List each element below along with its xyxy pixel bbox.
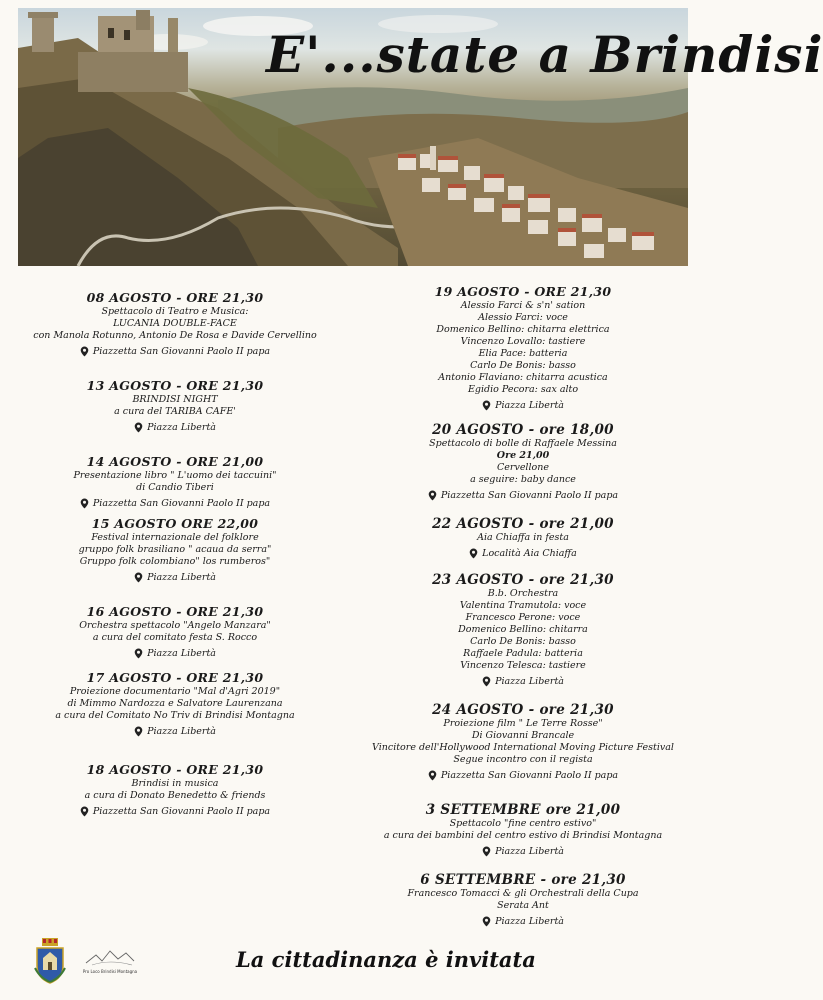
event-line: a cura del comitato festa S. Rocco <box>92 632 258 643</box>
venue-label: Località Aia Chiaffa <box>482 548 577 559</box>
event-title: 24 AGOSTO - ore 21,30 <box>432 702 614 718</box>
venue-label: Piazza Libertà <box>495 400 564 411</box>
event-19-agosto <box>348 284 698 415</box>
event-20-agosto <box>348 422 698 505</box>
event-line: a cura di Donato Benedetto & friends <box>84 790 266 801</box>
location-pin-icon <box>482 846 491 857</box>
event-line: Presentazione libro " L'uomo dei taccuini" <box>73 470 277 481</box>
event-line: Vincitore dell'Hollywood International Moving Picture Festival <box>372 742 674 753</box>
event-venue <box>428 769 618 782</box>
event-venue <box>482 915 564 928</box>
event-13-agosto <box>10 378 340 437</box>
venue-label: Piazzetta San Giovanni Paolo II papa <box>440 490 619 501</box>
event-line: Vincenzo Lovallo: tastiere <box>460 336 586 347</box>
invitation-text: La cittadinanza è invitata <box>236 947 536 972</box>
event-line: Spettacolo di Teatro e Musica: <box>101 306 249 317</box>
event-3-settembre <box>348 802 698 861</box>
venue-label: Piazzetta San Giovanni Paolo II papa <box>92 806 271 817</box>
location-pin-icon <box>428 770 437 781</box>
event-line: a seguire: baby dance <box>470 474 576 485</box>
event-line: Domenico Bellino: chitarra elettrica <box>436 324 610 335</box>
event-venue <box>428 489 618 502</box>
location-pin-icon <box>482 400 491 411</box>
event-line: gruppo folk brasiliano " acaua da serra" <box>78 544 272 555</box>
event-23-agosto <box>348 572 698 691</box>
event-title: 22 AGOSTO - ore 21,00 <box>432 516 614 532</box>
event-line: B.b. Orchestra <box>487 588 559 599</box>
location-pin-icon <box>80 346 89 357</box>
signature-scribble-icon <box>82 947 138 969</box>
location-pin-icon <box>134 422 143 433</box>
venue-label: Piazza Libertà <box>147 726 216 737</box>
event-line: Raffaele Padula: batteria <box>463 648 583 659</box>
event-line: Orchestra spettacolo "Angelo Manzara" <box>79 620 271 631</box>
venue-label: Piazza Libertà <box>147 648 216 659</box>
event-line: Egidio Pecora: sax alto <box>467 384 579 395</box>
event-title: 08 AGOSTO - ORE 21,30 <box>86 290 264 305</box>
event-line: Segue incontro con il regista <box>453 754 593 765</box>
location-pin-icon <box>134 726 143 737</box>
event-line: Francesco Perone: voce <box>465 612 581 623</box>
event-line: a cura del Comitato No Triv di Brindisi Montagna <box>55 710 295 721</box>
event-title: 23 AGOSTO - ore 21,30 <box>432 572 614 588</box>
event-6-settembre <box>348 872 698 931</box>
event-line: a cura dei bambini del centro estivo di Brindisi Montagna <box>383 830 663 841</box>
event-line: Gruppo folk colombiano" los rumberos" <box>79 556 271 567</box>
event-line: Serata Ant <box>497 900 549 911</box>
event-22-agosto <box>348 516 698 563</box>
venue-label: Piazza Libertà <box>147 572 216 583</box>
event-title: 15 AGOSTO ORE 22,00 <box>91 516 259 531</box>
location-pin-icon <box>134 648 143 659</box>
event-15-agosto <box>10 516 340 587</box>
event-venue <box>134 421 216 434</box>
event-title: 3 SETTEMBRE ore 21,00 <box>425 802 621 818</box>
event-line: Elia Pace: batteria <box>478 348 568 359</box>
event-venue <box>134 647 216 660</box>
event-line: Spettacolo "fine centro estivo" <box>449 818 597 829</box>
event-venue <box>469 547 577 560</box>
location-pin-icon <box>80 806 89 817</box>
event-line: Spettacolo di bolle di Raffaele Messina <box>429 438 617 449</box>
event-line: di Candio Tiberi <box>136 482 214 493</box>
venue-label: Piazzetta San Giovanni Paolo II papa <box>92 346 271 357</box>
event-17-agosto <box>10 670 340 741</box>
event-18-agosto <box>10 762 340 821</box>
event-line: Proiezione documentario "Mal d'Agri 2019" <box>69 686 281 697</box>
event-venue <box>80 805 270 818</box>
location-pin-icon <box>482 676 491 687</box>
event-08-agosto <box>10 290 340 361</box>
event-line: Antonio Flaviano: chitarra acustica <box>438 372 608 383</box>
event-venue <box>482 675 564 688</box>
pro-loco-signature <box>82 947 138 979</box>
location-pin-icon <box>482 916 491 927</box>
event-title: 20 AGOSTO - ore 18,00 <box>432 422 614 438</box>
event-venue <box>80 345 270 358</box>
event-line: Alessio Farci: voce <box>478 312 568 323</box>
event-line: Alessio Farci & s'n' sation <box>460 300 586 311</box>
event-venue <box>482 399 564 412</box>
event-line: a cura del TARIBA CAFE' <box>114 406 236 417</box>
venue-label: Piazzetta San Giovanni Paolo II papa <box>440 770 619 781</box>
signature-caption: Pro Loco Brindisi Montagna <box>82 969 138 974</box>
event-title: 16 AGOSTO - ORE 21,30 <box>86 604 264 619</box>
event-line: di Mimmo Nardozza e Salvatore Laurenzana <box>67 698 283 709</box>
event-line: Valentina Tramutola: voce <box>459 600 587 611</box>
venue-label: Piazza Libertà <box>495 916 564 927</box>
event-line: BRINDISI NIGHT <box>132 394 218 405</box>
venue-label: Piazza Libertà <box>147 422 216 433</box>
event-venue <box>134 725 216 738</box>
event-line: Cervellone <box>497 462 549 473</box>
venue-label: Piazza Libertà <box>495 676 564 687</box>
event-title: 17 AGOSTO - ORE 21,30 <box>86 670 264 685</box>
event-line: Carlo De Bonis: basso <box>470 636 576 647</box>
event-line: LUCANIA DOUBLE-FACE <box>113 318 237 329</box>
location-pin-icon <box>469 548 478 559</box>
event-venue <box>134 571 216 584</box>
event-line: Di Giovanni Brancale <box>471 730 575 741</box>
event-line: Carlo De Bonis: basso <box>470 360 576 371</box>
event-venue <box>80 497 270 510</box>
event-16-agosto <box>10 604 340 663</box>
event-line: Domenico Bellino: chitarra <box>458 624 588 635</box>
event-title: 14 AGOSTO - ORE 21,00 <box>86 454 264 469</box>
page-title: E'...state a Brindisi <box>266 25 823 84</box>
municipal-crest-icon <box>34 938 66 984</box>
event-line: Brindisi in musica <box>131 778 219 789</box>
event-line: con Manola Rotunno, Antonio De Rosa e Davide Cervellino <box>33 330 317 341</box>
venue-label: Piazza Libertà <box>495 846 564 857</box>
event-line: Festival internazionale del folklore <box>91 532 259 543</box>
location-pin-icon <box>80 498 89 509</box>
event-line: Proiezione film " Le Terre Rosse" <box>443 718 603 729</box>
event-24-agosto <box>348 702 698 785</box>
event-line: Francesco Tomacci & gli Orchestrali della Cupa <box>407 888 639 899</box>
event-line: Aia Chiaffa in festa <box>477 532 569 543</box>
event-title: 6 SETTEMBRE - ore 21,30 <box>420 872 626 888</box>
header-photo <box>18 8 823 266</box>
event-title: 18 AGOSTO - ORE 21,30 <box>86 762 264 777</box>
event-14-agosto <box>10 454 340 513</box>
event-line: Vincenzo Telesca: tastiere <box>460 660 586 671</box>
venue-label: Piazzetta San Giovanni Paolo II papa <box>92 498 271 509</box>
location-pin-icon <box>134 572 143 583</box>
event-line: Ore 21,00 <box>496 450 550 461</box>
event-title: 19 AGOSTO - ORE 21,30 <box>434 284 612 299</box>
location-pin-icon <box>428 490 437 501</box>
event-title: 13 AGOSTO - ORE 21,30 <box>86 378 264 393</box>
event-venue <box>482 845 564 858</box>
